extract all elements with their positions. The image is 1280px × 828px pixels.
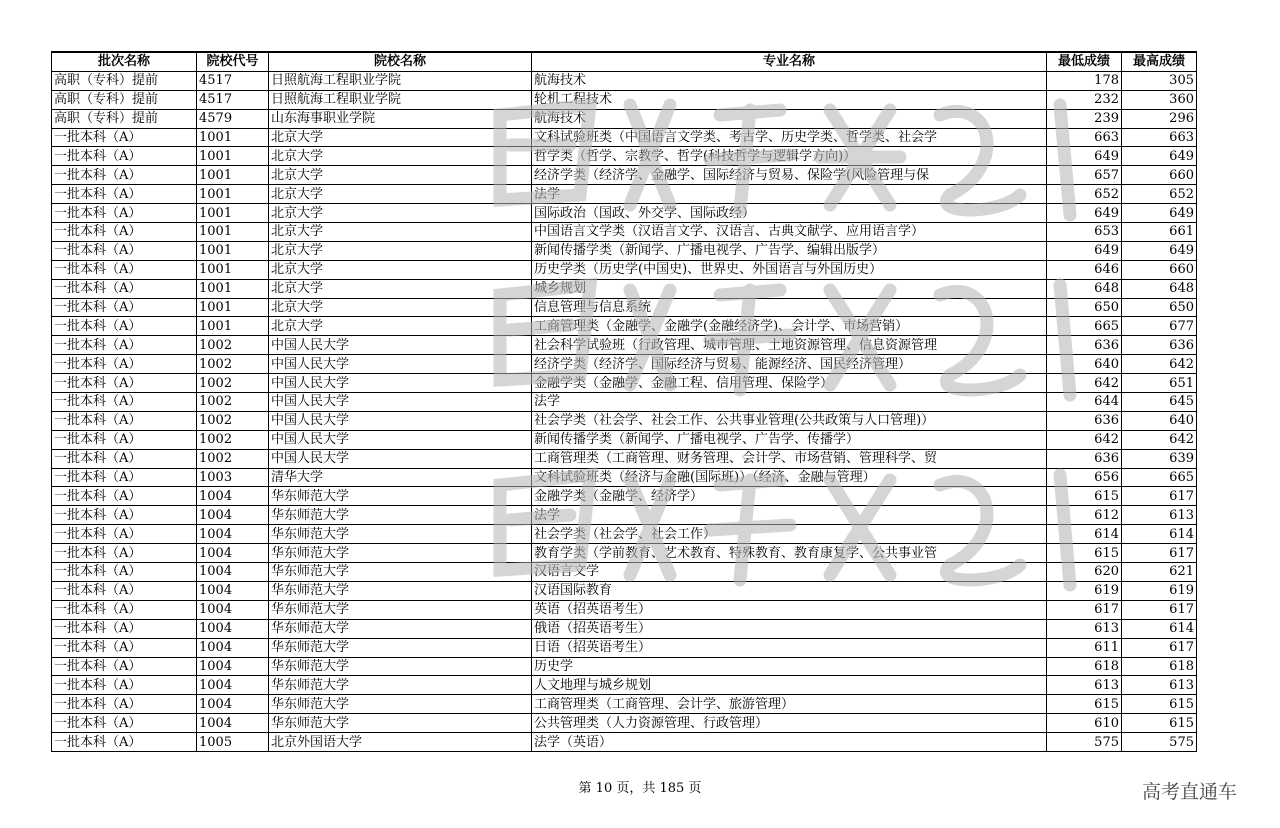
major-name-cell: 金融学类（金融学、金融工程、信用管理、保险学） — [532, 374, 1047, 393]
batch-cell: 一批本科（A） — [52, 676, 197, 695]
batch-cell: 高职（专科）提前 — [52, 71, 197, 90]
school-code-cell: 4517 — [197, 90, 269, 109]
school-name-cell: 清华大学 — [269, 468, 532, 487]
school-code-cell: 1002 — [197, 430, 269, 449]
max-score-cell: 649 — [1122, 241, 1197, 260]
min-score-cell: 649 — [1047, 147, 1122, 166]
max-score-cell: 649 — [1122, 147, 1197, 166]
school-name-cell: 北京大学 — [269, 166, 532, 185]
max-score-cell: 617 — [1122, 600, 1197, 619]
batch-cell: 一批本科（A） — [52, 544, 197, 563]
major-name-cell: 信息管理与信息系统 — [532, 298, 1047, 317]
school-code-cell: 1004 — [197, 544, 269, 563]
max-score-cell: 648 — [1122, 279, 1197, 298]
batch-cell: 高职（专科）提前 — [52, 109, 197, 128]
school-name-cell: 华东师范大学 — [269, 676, 532, 695]
major-name-cell: 新闻传播学类（新闻学、广播电视学、广告学、传播学） — [532, 430, 1047, 449]
major-name-cell: 航海技术 — [532, 109, 1047, 128]
table-body — [52, 71, 1197, 751]
table-row — [52, 676, 1197, 695]
batch-cell: 一批本科（A） — [52, 619, 197, 638]
min-score-cell: 649 — [1047, 241, 1122, 260]
min-score-cell: 665 — [1047, 317, 1122, 336]
major-name-cell: 工商管理类（工商管理、会计学、旅游管理） — [532, 695, 1047, 714]
major-name-cell: 汉语国际教育 — [532, 581, 1047, 600]
school-code-cell: 1004 — [197, 506, 269, 525]
school-name-cell: 日照航海工程职业学院 — [269, 90, 532, 109]
min-score-cell: 613 — [1047, 676, 1122, 695]
school-code-cell: 1001 — [197, 317, 269, 336]
max-score-cell: 640 — [1122, 411, 1197, 430]
school-name-cell: 中国人民大学 — [269, 355, 532, 374]
min-score-cell: 642 — [1047, 430, 1122, 449]
school-name-cell: 华东师范大学 — [269, 487, 532, 506]
batch-cell: 一批本科（A） — [52, 355, 197, 374]
table-row — [52, 336, 1197, 355]
batch-cell: 一批本科（A） — [52, 525, 197, 544]
table-row — [52, 374, 1197, 393]
max-score-cell: 652 — [1122, 185, 1197, 204]
header-school-code: 院校代号 — [197, 52, 269, 71]
batch-cell: 一批本科（A） — [52, 374, 197, 393]
table-row — [52, 317, 1197, 336]
school-code-cell: 1002 — [197, 411, 269, 430]
max-score-cell: 663 — [1122, 128, 1197, 147]
school-code-cell: 4517 — [197, 71, 269, 90]
school-code-cell: 1004 — [197, 676, 269, 695]
batch-cell: 一批本科（A） — [52, 695, 197, 714]
school-code-cell: 1004 — [197, 619, 269, 638]
table-row — [52, 71, 1197, 90]
batch-cell: 一批本科（A） — [52, 128, 197, 147]
school-name-cell: 北京大学 — [269, 260, 532, 279]
school-code-cell: 1004 — [197, 581, 269, 600]
min-score-cell: 232 — [1047, 90, 1122, 109]
header-batch: 批次名称 — [52, 52, 197, 71]
school-code-cell: 1001 — [197, 298, 269, 317]
max-score-cell: 650 — [1122, 298, 1197, 317]
min-score-cell: 615 — [1047, 695, 1122, 714]
batch-cell: 一批本科（A） — [52, 487, 197, 506]
school-code-cell: 1001 — [197, 260, 269, 279]
school-code-cell: 1001 — [197, 223, 269, 242]
batch-cell: 一批本科（A） — [52, 657, 197, 676]
school-code-cell: 1002 — [197, 393, 269, 412]
school-name-cell: 华东师范大学 — [269, 563, 532, 582]
school-code-cell: 1001 — [197, 166, 269, 185]
max-score-cell: 305 — [1122, 71, 1197, 90]
table-row — [52, 525, 1197, 544]
school-code-cell: 1002 — [197, 336, 269, 355]
min-score-cell: 644 — [1047, 393, 1122, 412]
school-name-cell: 华东师范大学 — [269, 525, 532, 544]
table-row — [52, 714, 1197, 733]
major-name-cell: 英语（招英语考生） — [532, 600, 1047, 619]
min-score-cell: 620 — [1047, 563, 1122, 582]
max-score-cell: 614 — [1122, 619, 1197, 638]
major-name-cell: 社会学类（社会学、社会工作、公共事业管理(公共政策与人口管理)） — [532, 411, 1047, 430]
major-name-cell: 工商管理类（工商管理、财务管理、会计学、市场营销、管理科学、贸 — [532, 449, 1047, 468]
major-name-cell: 法学 — [532, 393, 1047, 412]
school-name-cell: 北京大学 — [269, 204, 532, 223]
max-score-cell: 665 — [1122, 468, 1197, 487]
batch-cell: 一批本科（A） — [52, 223, 197, 242]
batch-cell: 一批本科（A） — [52, 714, 197, 733]
table-row — [52, 544, 1197, 563]
max-score-cell: 617 — [1122, 544, 1197, 563]
school-code-cell: 1005 — [197, 733, 269, 752]
major-name-cell: 金融学类（金融学、经济学） — [532, 487, 1047, 506]
school-name-cell: 中国人民大学 — [269, 336, 532, 355]
batch-cell: 一批本科（A） — [52, 298, 197, 317]
school-name-cell: 北京大学 — [269, 279, 532, 298]
school-name-cell: 北京大学 — [269, 223, 532, 242]
batch-cell: 一批本科（A） — [52, 241, 197, 260]
min-score-cell: 617 — [1047, 600, 1122, 619]
batch-cell: 一批本科（A） — [52, 733, 197, 752]
admission-score-table — [51, 51, 1197, 752]
school-code-cell: 1004 — [197, 525, 269, 544]
table-row — [52, 166, 1197, 185]
school-code-cell: 1001 — [197, 185, 269, 204]
table-row — [52, 298, 1197, 317]
school-name-cell: 华东师范大学 — [269, 638, 532, 657]
school-name-cell: 北京大学 — [269, 241, 532, 260]
major-name-cell: 国际政治（国政、外交学、国际政经） — [532, 204, 1047, 223]
school-name-cell: 华东师范大学 — [269, 544, 532, 563]
header-max-score: 最高成绩 — [1122, 52, 1197, 71]
school-name-cell: 北京外国语大学 — [269, 733, 532, 752]
school-name-cell: 华东师范大学 — [269, 506, 532, 525]
min-score-cell: 611 — [1047, 638, 1122, 657]
school-name-cell: 中国人民大学 — [269, 374, 532, 393]
major-name-cell: 航海技术 — [532, 71, 1047, 90]
min-score-cell: 636 — [1047, 449, 1122, 468]
max-score-cell: 613 — [1122, 506, 1197, 525]
min-score-cell: 178 — [1047, 71, 1122, 90]
batch-cell: 一批本科（A） — [52, 563, 197, 582]
table-row — [52, 449, 1197, 468]
table-row — [52, 241, 1197, 260]
batch-cell: 一批本科（A） — [52, 185, 197, 204]
min-score-cell: 640 — [1047, 355, 1122, 374]
max-score-cell: 651 — [1122, 374, 1197, 393]
table-row — [52, 204, 1197, 223]
table-row — [52, 733, 1197, 752]
table-row — [52, 355, 1197, 374]
school-code-cell: 1003 — [197, 468, 269, 487]
school-name-cell: 华东师范大学 — [269, 600, 532, 619]
school-code-cell: 4579 — [197, 109, 269, 128]
table-row — [52, 619, 1197, 638]
header-school-name: 院校名称 — [269, 52, 532, 71]
major-name-cell: 中国语言文学类（汉语言文学、汉语言、古典文献学、应用语言学） — [532, 223, 1047, 242]
table-row — [52, 393, 1197, 412]
school-name-cell: 华东师范大学 — [269, 657, 532, 676]
major-name-cell: 日语（招英语考生） — [532, 638, 1047, 657]
school-name-cell: 中国人民大学 — [269, 430, 532, 449]
major-name-cell: 汉语言文学 — [532, 563, 1047, 582]
table-row — [52, 430, 1197, 449]
school-name-cell: 北京大学 — [269, 128, 532, 147]
max-score-cell: 618 — [1122, 657, 1197, 676]
table-row — [52, 147, 1197, 166]
major-name-cell: 历史学类（历史学(中国史)、世界史、外国语言与外国历史） — [532, 260, 1047, 279]
min-score-cell: 636 — [1047, 411, 1122, 430]
major-name-cell: 文科试验班类（经济与金融(国际班)）（经济、金融与管理） — [532, 468, 1047, 487]
school-code-cell: 1002 — [197, 355, 269, 374]
max-score-cell: 639 — [1122, 449, 1197, 468]
max-score-cell: 649 — [1122, 204, 1197, 223]
school-code-cell: 1004 — [197, 487, 269, 506]
school-name-cell: 中国人民大学 — [269, 393, 532, 412]
table-row — [52, 128, 1197, 147]
max-score-cell: 360 — [1122, 90, 1197, 109]
min-score-cell: 642 — [1047, 374, 1122, 393]
max-score-cell: 575 — [1122, 733, 1197, 752]
min-score-cell: 663 — [1047, 128, 1122, 147]
table-row — [52, 223, 1197, 242]
min-score-cell: 650 — [1047, 298, 1122, 317]
max-score-cell: 660 — [1122, 166, 1197, 185]
min-score-cell: 239 — [1047, 109, 1122, 128]
table-header-row — [52, 52, 1197, 71]
batch-cell: 一批本科（A） — [52, 393, 197, 412]
batch-cell: 一批本科（A） — [52, 147, 197, 166]
min-score-cell: 613 — [1047, 619, 1122, 638]
school-name-cell: 北京大学 — [269, 298, 532, 317]
header-major-name: 专业名称 — [532, 52, 1047, 71]
major-name-cell: 经济学类（经济学、金融学、国际经济与贸易、保险学(风险管理与保 — [532, 166, 1047, 185]
school-name-cell: 日照航海工程职业学院 — [269, 71, 532, 90]
major-name-cell: 俄语（招英语考生） — [532, 619, 1047, 638]
table-row — [52, 600, 1197, 619]
major-name-cell: 历史学 — [532, 657, 1047, 676]
school-name-cell: 华东师范大学 — [269, 619, 532, 638]
school-name-cell: 山东海事职业学院 — [269, 109, 532, 128]
major-name-cell: 社会学类（社会学、社会工作） — [532, 525, 1047, 544]
school-code-cell: 1001 — [197, 128, 269, 147]
major-name-cell: 法学（英语） — [532, 733, 1047, 752]
major-name-cell: 法学 — [532, 506, 1047, 525]
table-row — [52, 563, 1197, 582]
min-score-cell: 648 — [1047, 279, 1122, 298]
batch-cell: 一批本科（A） — [52, 317, 197, 336]
school-code-cell: 1002 — [197, 374, 269, 393]
max-score-cell: 615 — [1122, 714, 1197, 733]
batch-cell: 一批本科（A） — [52, 449, 197, 468]
batch-cell: 一批本科（A） — [52, 506, 197, 525]
major-name-cell: 新闻传播学类（新闻学、广播电视学、广告学、编辑出版学） — [532, 241, 1047, 260]
school-name-cell: 华东师范大学 — [269, 714, 532, 733]
school-code-cell: 1004 — [197, 563, 269, 582]
school-code-cell: 1002 — [197, 449, 269, 468]
table-row — [52, 695, 1197, 714]
max-score-cell: 621 — [1122, 563, 1197, 582]
min-score-cell: 612 — [1047, 506, 1122, 525]
brand-label: 高考直通车 — [1142, 781, 1238, 803]
batch-cell: 一批本科（A） — [52, 600, 197, 619]
min-score-cell: 618 — [1047, 657, 1122, 676]
table-row — [52, 185, 1197, 204]
max-score-cell: 660 — [1122, 260, 1197, 279]
max-score-cell: 677 — [1122, 317, 1197, 336]
major-name-cell: 城乡规划 — [532, 279, 1047, 298]
major-name-cell: 社会科学试验班（行政管理、城市管理、土地资源管理、信息资源管理 — [532, 336, 1047, 355]
batch-cell: 一批本科（A） — [52, 468, 197, 487]
school-name-cell: 北京大学 — [269, 185, 532, 204]
min-score-cell: 575 — [1047, 733, 1122, 752]
min-score-cell: 610 — [1047, 714, 1122, 733]
header-min-score: 最低成绩 — [1047, 52, 1122, 71]
school-code-cell: 1004 — [197, 695, 269, 714]
table-row — [52, 657, 1197, 676]
batch-cell: 一批本科（A） — [52, 279, 197, 298]
max-score-cell: 614 — [1122, 525, 1197, 544]
major-name-cell: 轮机工程技术 — [532, 90, 1047, 109]
table-row — [52, 487, 1197, 506]
major-name-cell: 法学 — [532, 185, 1047, 204]
min-score-cell: 656 — [1047, 468, 1122, 487]
batch-cell: 一批本科（A） — [52, 204, 197, 223]
major-name-cell: 文科试验班类（中国语言文学类、考古学、历史学类、哲学类、社会学 — [532, 128, 1047, 147]
table-row — [52, 260, 1197, 279]
max-score-cell: 636 — [1122, 336, 1197, 355]
min-score-cell: 615 — [1047, 544, 1122, 563]
min-score-cell: 652 — [1047, 185, 1122, 204]
school-name-cell: 华东师范大学 — [269, 695, 532, 714]
batch-cell: 一批本科（A） — [52, 336, 197, 355]
min-score-cell: 619 — [1047, 581, 1122, 600]
max-score-cell: 617 — [1122, 638, 1197, 657]
min-score-cell: 636 — [1047, 336, 1122, 355]
major-name-cell: 哲学类（哲学、宗教学、哲学(科技哲学与逻辑学方向)） — [532, 147, 1047, 166]
batch-cell: 一批本科（A） — [52, 581, 197, 600]
school-code-cell: 1001 — [197, 279, 269, 298]
max-score-cell: 661 — [1122, 223, 1197, 242]
table-row — [52, 468, 1197, 487]
batch-cell: 高职（专科）提前 — [52, 90, 197, 109]
table-row — [52, 90, 1197, 109]
min-score-cell: 646 — [1047, 260, 1122, 279]
school-code-cell: 1004 — [197, 657, 269, 676]
batch-cell: 一批本科（A） — [52, 166, 197, 185]
batch-cell: 一批本科（A） — [52, 638, 197, 657]
major-name-cell: 教育学类（学前教育、艺术教育、特殊教育、教育康复学、公共事业管 — [532, 544, 1047, 563]
major-name-cell: 公共管理类（人力资源管理、行政管理） — [532, 714, 1047, 733]
table-row — [52, 279, 1197, 298]
batch-cell: 一批本科（A） — [52, 260, 197, 279]
max-score-cell: 619 — [1122, 581, 1197, 600]
max-score-cell: 642 — [1122, 355, 1197, 374]
batch-cell: 一批本科（A） — [52, 411, 197, 430]
school-code-cell: 1001 — [197, 241, 269, 260]
table-row — [52, 411, 1197, 430]
max-score-cell: 615 — [1122, 695, 1197, 714]
min-score-cell: 653 — [1047, 223, 1122, 242]
max-score-cell: 642 — [1122, 430, 1197, 449]
max-score-cell: 613 — [1122, 676, 1197, 695]
min-score-cell: 614 — [1047, 525, 1122, 544]
max-score-cell: 296 — [1122, 109, 1197, 128]
min-score-cell: 615 — [1047, 487, 1122, 506]
major-name-cell: 工商管理类（金融学、金融学(金融经济学)、会计学、市场营销） — [532, 317, 1047, 336]
major-name-cell: 人文地理与城乡规划 — [532, 676, 1047, 695]
school-name-cell: 中国人民大学 — [269, 411, 532, 430]
school-code-cell: 1004 — [197, 600, 269, 619]
school-code-cell: 1001 — [197, 147, 269, 166]
min-score-cell: 649 — [1047, 204, 1122, 223]
table-row — [52, 581, 1197, 600]
min-score-cell: 657 — [1047, 166, 1122, 185]
school-name-cell: 中国人民大学 — [269, 449, 532, 468]
major-name-cell: 经济学类（经济学、国际经济与贸易、能源经济、国民经济管理） — [532, 355, 1047, 374]
school-code-cell: 1004 — [197, 638, 269, 657]
school-code-cell: 1001 — [197, 204, 269, 223]
school-name-cell: 华东师范大学 — [269, 581, 532, 600]
max-score-cell: 645 — [1122, 393, 1197, 412]
school-name-cell: 北京大学 — [269, 147, 532, 166]
page-number: 第 10 页，共 185 页 — [578, 781, 702, 796]
table-row — [52, 109, 1197, 128]
max-score-cell: 617 — [1122, 487, 1197, 506]
batch-cell: 一批本科（A） — [52, 430, 197, 449]
table-row — [52, 506, 1197, 525]
school-code-cell: 1004 — [197, 714, 269, 733]
school-name-cell: 北京大学 — [269, 317, 532, 336]
table-row — [52, 638, 1197, 657]
